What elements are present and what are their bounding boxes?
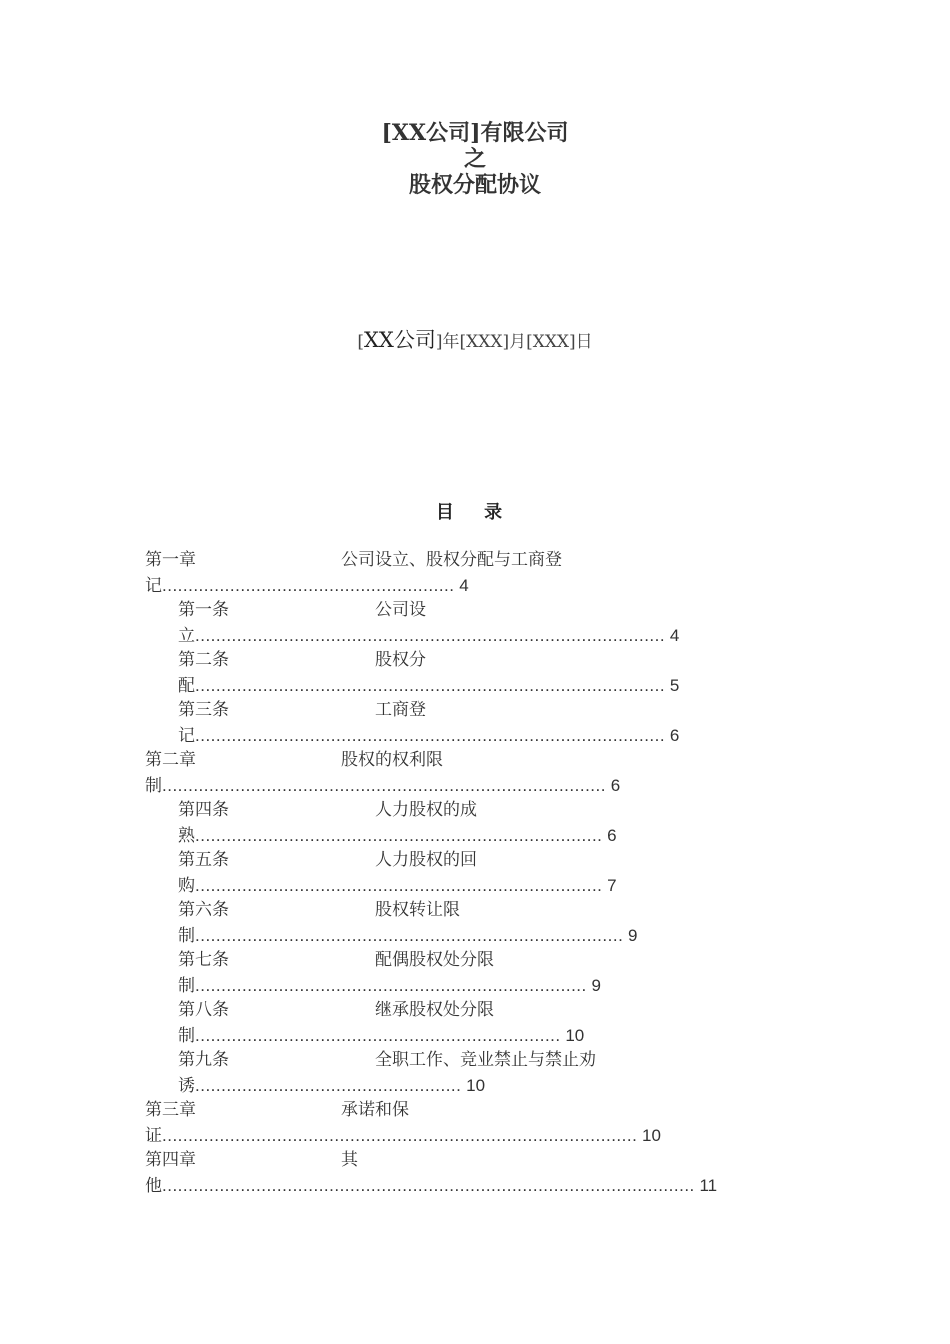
toc-entry-number: 第二章 (145, 750, 196, 770)
toc-entry-leader-line (178, 923, 638, 948)
toc-page-number: 4 (665, 626, 680, 645)
toc-entry-title-tail: 证 (145, 1126, 162, 1146)
toc-entry-number: 第四章 (145, 1150, 196, 1170)
toc-entry-number: 第一章 (145, 550, 196, 570)
agreement-title: 股权分配协议 (408, 172, 541, 198)
toc-entry-leader-line (145, 1173, 717, 1198)
toc-page-number: 10 (461, 1076, 486, 1095)
date-line (0, 324, 950, 354)
toc-page-number: 6 (605, 776, 621, 795)
toc-entry-title-tail: 购 (178, 876, 195, 896)
toc-entry[interactable] (145, 1148, 717, 1198)
toc-entry-leader-line (178, 873, 617, 898)
toc-entry-title-tail: 记 (178, 726, 195, 746)
toc-entry-number: 第九条 (178, 1050, 229, 1070)
toc-page-number: 9 (586, 976, 601, 995)
toc-entry[interactable] (178, 598, 679, 648)
toc-dot-leader: .......................................................................................... (195, 626, 666, 645)
toc-entry-title: 公司设 (375, 600, 426, 620)
toc-entry[interactable] (145, 748, 620, 798)
toc-dot-leader: .............................................................................. (195, 876, 603, 895)
toc-entry-title-tail: 立 (178, 626, 195, 646)
toc-entry[interactable] (178, 998, 584, 1048)
toc-entry-title-tail: 熟 (178, 826, 195, 846)
toc-entry-number: 第五条 (178, 850, 229, 870)
toc-entry-title: 股权的权利限 (341, 750, 443, 770)
toc-dot-leader: ...................................................................... (195, 1026, 561, 1045)
toc-dot-leader: .......................................................................................... (195, 726, 666, 745)
toc-entry-heading-line (178, 598, 679, 623)
toc-page-number: 6 (602, 826, 617, 845)
toc-entry-number: 第六条 (178, 900, 229, 920)
toc-page-number: 9 (623, 926, 638, 945)
toc-entry-heading-line (145, 748, 620, 773)
toc-entry-leader-line (178, 823, 617, 848)
toc-page-number: 5 (665, 676, 680, 695)
toc-entry[interactable] (178, 898, 638, 948)
toc-entry-title-tail: 制 (178, 1026, 195, 1046)
toc-entry-leader-line (178, 673, 679, 698)
toc-entry[interactable] (145, 1098, 661, 1148)
toc-entry-title: 公司设立、股权分配与工商登 (341, 550, 562, 570)
toc-entry-number: 第四条 (178, 800, 229, 820)
toc-entry-heading-line (178, 798, 617, 823)
toc-dot-leader: .................................................................................. (195, 926, 624, 945)
toc-dot-leader: .............................................................................. (195, 826, 603, 845)
toc-heading: 目 录 (435, 502, 515, 523)
toc-entry[interactable] (178, 698, 679, 748)
toc-entry-title: 股权分 (375, 650, 426, 670)
toc-dot-leader: ........................................................ (162, 576, 455, 595)
toc-dot-leader: ...................................................................................................... (162, 1176, 695, 1195)
toc-entry[interactable] (178, 948, 601, 998)
toc-dot-leader: ................................................... (195, 1076, 462, 1095)
toc-dot-leader: ........................................................................................... (162, 1126, 638, 1145)
date-company: XX公司 (363, 328, 436, 352)
date-rest: ]年[XXX]月[XXX]日 (435, 332, 593, 352)
toc-entry[interactable] (178, 1048, 596, 1098)
toc-entry[interactable] (178, 798, 617, 848)
toc-dot-leader: ........................................................................... (195, 976, 587, 995)
toc-entry-number: 第一条 (178, 600, 229, 620)
toc-entry-number: 第七条 (178, 950, 229, 970)
toc-entry-title: 人力股权的成 (375, 800, 477, 820)
toc-entry-heading-line (145, 1148, 717, 1173)
toc-entry[interactable] (145, 548, 562, 598)
toc-entry-title-tail: 制 (145, 776, 162, 796)
toc-entry-leader-line (178, 623, 679, 648)
toc-dot-leader: ..................................................................................... (162, 776, 606, 795)
toc-entry-leader-line (178, 1023, 584, 1048)
toc-page-number: 4 (454, 576, 469, 595)
toc-page-number: 7 (602, 876, 617, 895)
toc-entry-heading-line (178, 998, 584, 1023)
toc-entry-title: 承诺和保 (341, 1100, 409, 1120)
date-bracket-open: [ (357, 332, 364, 352)
toc-entry-leader-line (178, 723, 679, 748)
toc-entry-title: 股权转让限 (375, 900, 460, 920)
toc-entry-title-tail: 他 (145, 1176, 162, 1196)
toc-entry-number: 第三章 (145, 1100, 196, 1120)
toc-page-number: 6 (665, 726, 680, 745)
toc-entry[interactable] (178, 648, 679, 698)
cover-title-block (0, 120, 950, 198)
toc-entry-title-tail: 记 (145, 576, 162, 596)
toc-entry-title-tail: 诱 (178, 1076, 195, 1096)
toc-entry-number: 第三条 (178, 700, 229, 720)
toc-entry-leader-line (145, 573, 469, 598)
toc-entry-title: 工商登 (375, 700, 426, 720)
toc-page-number: 10 (637, 1126, 661, 1145)
toc-entry-heading-line (145, 548, 562, 573)
company-name-title: [XX公司]有限公司 (381, 120, 569, 146)
toc-entry[interactable] (178, 848, 617, 898)
toc-entry-title: 人力股权的回 (375, 850, 477, 870)
toc-entry-number: 第二条 (178, 650, 229, 670)
toc-entry-title: 全职工作、竞业禁止与禁止劝 (375, 1050, 596, 1070)
toc-entry-title: 其 (341, 1150, 358, 1170)
toc-entry-heading-line (178, 948, 601, 973)
toc-entry-number: 第八条 (178, 1000, 229, 1020)
toc-entry-heading-line (178, 648, 679, 673)
toc-page-number: 10 (560, 1026, 585, 1045)
toc-entry-title: 继承股权处分限 (375, 1000, 494, 1020)
toc-entry-heading-line (145, 1098, 661, 1123)
toc-dot-leader: .......................................................................................... (195, 676, 666, 695)
toc-entry-heading-line (178, 848, 617, 873)
toc-entry-heading-line (178, 1048, 596, 1073)
toc-entry-leader-line (178, 1073, 485, 1098)
toc-entry-leader-line (145, 1123, 661, 1148)
toc-page-number: 11 (694, 1176, 718, 1195)
toc-entry-title: 配偶股权处分限 (375, 950, 494, 970)
toc-entry-heading-line (178, 698, 679, 723)
title-connector: 之 (463, 146, 486, 172)
toc-entry-leader-line (145, 773, 620, 798)
toc-entry-title-tail: 制 (178, 926, 195, 946)
toc-entry-heading-line (178, 898, 638, 923)
toc-entry-leader-line (178, 973, 601, 998)
toc-entry-title-tail: 制 (178, 976, 195, 996)
toc-entry-title-tail: 配 (178, 676, 195, 696)
